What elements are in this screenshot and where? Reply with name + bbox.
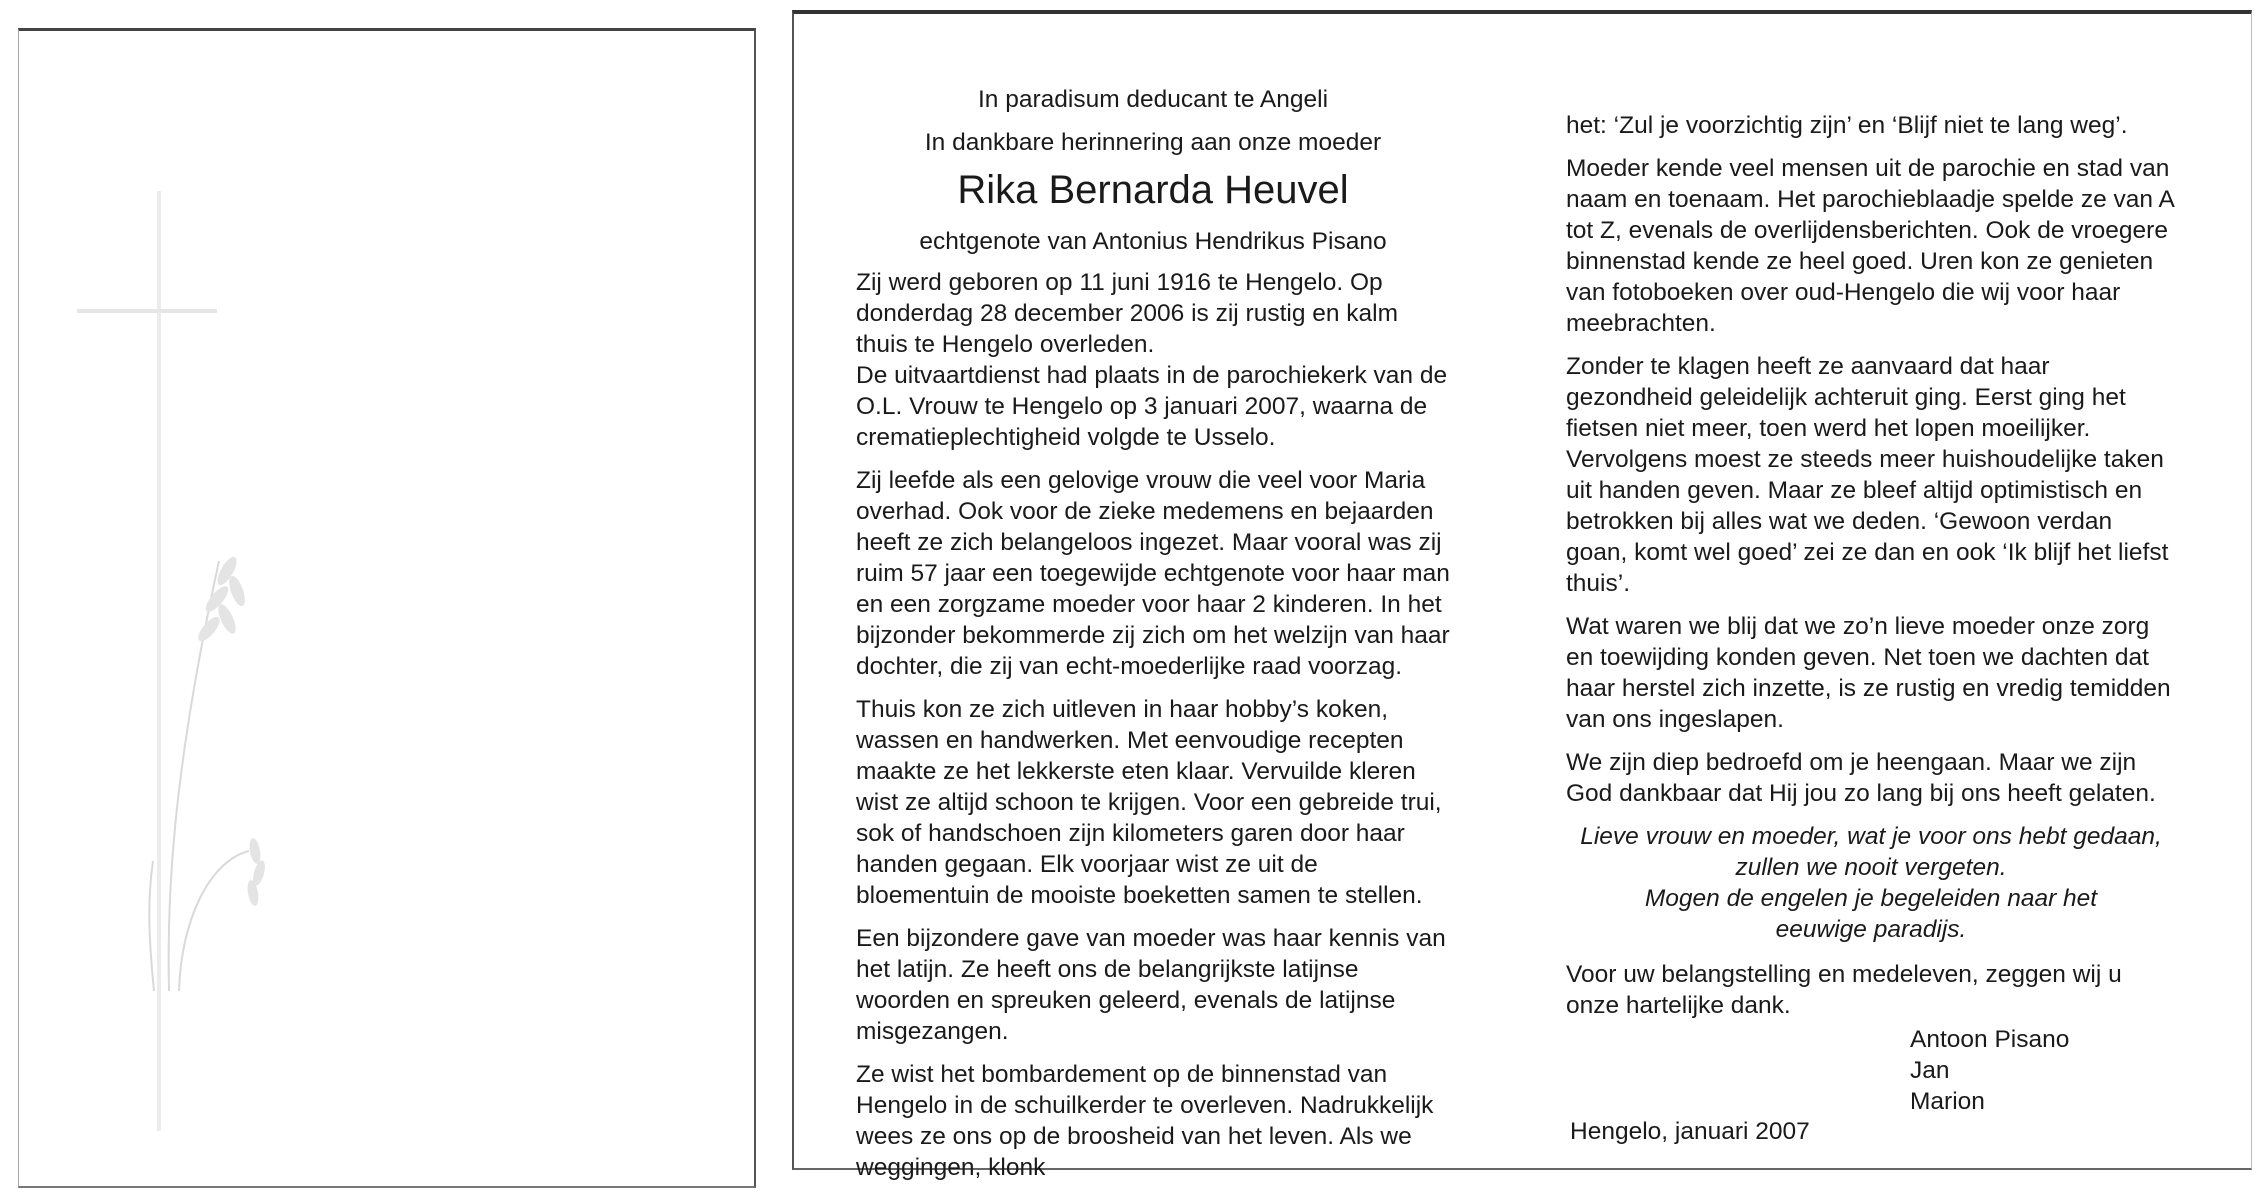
paragraph-continuation: het: ‘Zul je voorzichtig zijn’ en ‘Blijf niet te lang weg’.	[1566, 112, 2128, 139]
thanks-text: Voor uw belangstelling en medeleven, zeggen wij u onze hartelijke dank.	[1566, 961, 2122, 1019]
signatory: Antoon Pisano	[1910, 1026, 2070, 1053]
poem-line: Mogen de engelen je begeleiden naar het	[1644, 885, 2098, 912]
paragraph-latin: Een bijzondere gave van moeder was haar kennis van het latijn. Ze heeft ons de belangrijkste latijnse woorden en spreuken geleerd, evenals de latijnse misgezangen.	[856, 925, 1446, 1045]
signatory: Marion	[1910, 1088, 1985, 1115]
paragraph-bombardment: Ze wist het bombardement op de binnenstad van Hengelo in de schuilkerder te overleven. Nadrukkelijk wees ze ons op de broosheid van het leven. Als we weggingen, klonk	[856, 1061, 1434, 1181]
paragraph-grief: We zijn diep bedroefd om je heengaan. Maar we zijn God dankbaar dat Hij jou zo lang bij ons heeft gelaten.	[1566, 749, 2156, 807]
place-date: Hengelo, januari 2007	[1570, 1118, 1810, 1145]
paragraph-faith: Zij leefde als een gelovige vrouw die veel voor Maria overhad. Ook voor de zieke medemens en bejaarden heeft ze zich belangeloos ingezet. Maar vooral was zij ruim 57 jaar een toegewijde echtgenote voor haar man en een zorgzame moeder voor haar 2 kinderen. In het bijzonder bekommerde zij zich om het welzijn van haar dochter, die zij van echt-moederlijke raad voorzag.	[856, 467, 1450, 680]
deceased-name: Rika Bernarda Heuvel	[957, 168, 1349, 212]
heading-latin: In paradisum deducant te Angeli	[977, 86, 1329, 113]
cross-horizontal-beam	[77, 309, 217, 313]
signatory: Jan	[1910, 1057, 1950, 1084]
paragraph-funeral: De uitvaartdienst had plaats in de parochiekerk van de O.L. Vrouw te Hengelo op 3 januari 2007, waarna de crematieplechtigheid volgde te Usselo.	[856, 362, 1448, 451]
signatories	[1910, 1024, 2069, 1117]
paragraph-care: Wat waren we blij dat we zo’n lieve moeder onze zorg en toewijding konden geven. Net toen we dachten dat haar herstel zich inzette, is ze rustig en vredig temidden van ons ingeslapen.	[1566, 613, 2171, 733]
spouse-line: echtgenote van Antonius Hendrikus Pisano	[919, 228, 1387, 255]
poem	[1566, 821, 2176, 945]
paragraph-hobbies: Thuis kon ze zich uitleven in haar hobby’s koken, wassen en handwerken. Met eenvoudige recepten maakte ze het lekkerste eten klaar. Vervuilde kleren wist ze altijd schoon te krijgen. Voor een gebreide trui, sok of handschoen zijn kilometers garen door haar handen gegaan. Elk voorjaar wist ze uit de bloementuin de mooiste boeketten samen te stellen.	[856, 696, 1442, 909]
card-front	[18, 28, 756, 1188]
paragraph-parish: Moeder kende veel mensen uit de parochie en stad van naam en toenaam. Het parochieblaadje spelde ze van A tot Z, evenals de overlijdensberichten. Ook de vroegere binnenstad kende ze heel goed. Uren kon ze genieten van fotoboeken over oud-Hengelo die wij voor haar meebrachten.	[1566, 155, 2174, 337]
card-inside	[792, 10, 2252, 1181]
paragraph-health: Zonder te klagen heeft ze aanvaard dat haar gezondheid geleidelijk achteruit ging. Eerst ging het fietsen niet meer, toen werd het lopen moeilijker. Vervolgens moest ze steeds meer huishoudelijke taken uit handen geven. Maar ze bleef altijd optimistisch en betrokken bij alles wat we deden. ‘Gewoon verdan goan, komt wel goed’ zei ze dan en ook ‘Ik blijf het liefst thuis’.	[1566, 353, 2169, 597]
right-column	[1566, 110, 2176, 1033]
heading-remembrance: In dankbare herinnering aan onze moeder	[924, 129, 1382, 156]
poem-line: eeuwige paradijs.	[1775, 916, 1967, 943]
left-column	[856, 84, 1450, 1195]
poem-line: zullen we nooit vergeten.	[1735, 854, 2007, 881]
paragraph-birth-death: Zij werd geboren op 11 juni 1916 te Hengelo. Op donderdag 28 december 2006 is zij rustig en kalm thuis te Hengelo overleden.	[856, 269, 1399, 358]
poem-line: Lieve vrouw en moeder, wat je voor ons hebt gedaan,	[1580, 823, 2162, 850]
wheat-illustration	[109, 521, 309, 1001]
